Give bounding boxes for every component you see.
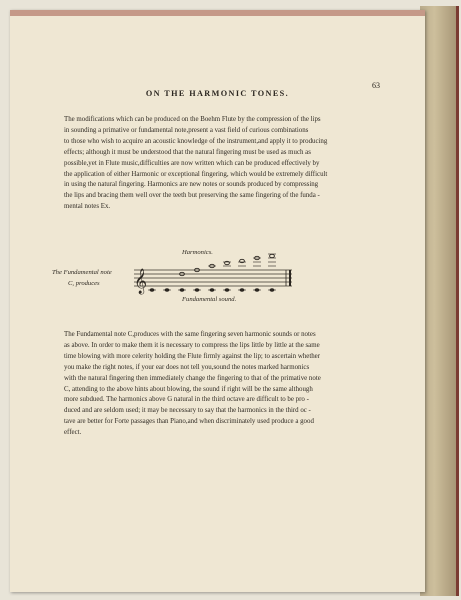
paragraph-2-line: tave are better for Forte passages than Piano,and when discriminately used produce a good (64, 418, 314, 426)
harmonic-notes (180, 254, 275, 275)
ledger-lines (208, 254, 276, 266)
paragraph-2-line: as above. In order to make them it is necessary to compress the lips little by little at the same (64, 341, 320, 349)
paragraph-1 (64, 115, 391, 213)
paragraph-2-line: time blowing with more celerity holding the Flute firmly against the lip; to ascertain whether (64, 352, 321, 360)
paragraph-2-line: you make the right notes, if your ear does not tell you,sound the notes marked harmonics (64, 363, 310, 371)
paragraph-1-line: mental notes Ex. (64, 203, 111, 211)
paragraph-1-line: the application of either Harmonic or exceptional fingering, which would be extremely difficult (64, 170, 328, 178)
paragraph-1-line: to those who wish to acquire an acoustic knowledge of the instrument,and apply it to producing (64, 137, 328, 145)
paragraph-2-line: effect. (64, 429, 82, 437)
paragraph-2-line: more subdued. The harmonics above G natural in the third octave are difficult to be pro - (64, 396, 309, 404)
harmonics-label: Harmonics. (182, 249, 213, 256)
paragraph-1-line: the lips and bracing them well over the teeth but preserving the same fingering of the funda - (64, 192, 320, 200)
paragraph-2 (64, 330, 391, 439)
page-title: ON THE HARMONIC TONES. (145, 89, 290, 98)
paragraph-2-line: The Fundamental note C,produces with the same fingering seven harmonic sounds or notes (64, 331, 316, 338)
treble-clef-icon: 𝄞 (134, 269, 148, 294)
fundamental-sound-label: Fundamental sound. (182, 296, 237, 303)
paragraph-1-line: in using the natural fingering. Harmonics are new notes or sounds produced by compressing (64, 181, 319, 189)
paragraph-1-line: The modifications which can be produced on the Boehm Flute by the compression of the lips (64, 116, 321, 123)
fundamental-note-label: The Fundamental note (52, 269, 112, 276)
fundamental-note-produces-label: C, produces (68, 280, 100, 287)
paragraph-1-line: in sounding a primative or fundamental note,present a vast field of curious combinations (64, 126, 309, 134)
staff-lines (134, 270, 292, 286)
paragraph-1-line: possible,yet in Flute music,difficulties are now written which can be produced effectively by (64, 159, 320, 167)
paragraph-2-line: with the natural fingering then immediately change the fingering to that of the primative note (64, 374, 321, 382)
page-number: 63 (372, 81, 380, 90)
paragraph-2-line: duced and are seldom used; it may be necessary to say that the harmonics in the third oc - (64, 407, 311, 415)
top-band (10, 10, 425, 16)
music-staff-example (132, 250, 302, 298)
paragraph-1-line: effects; although it must be understood that the natural fingering must be used as much as (64, 148, 311, 156)
paragraph-2-line: C, attending to the above hints about blowing, the sound if right will be the same although (64, 385, 313, 393)
